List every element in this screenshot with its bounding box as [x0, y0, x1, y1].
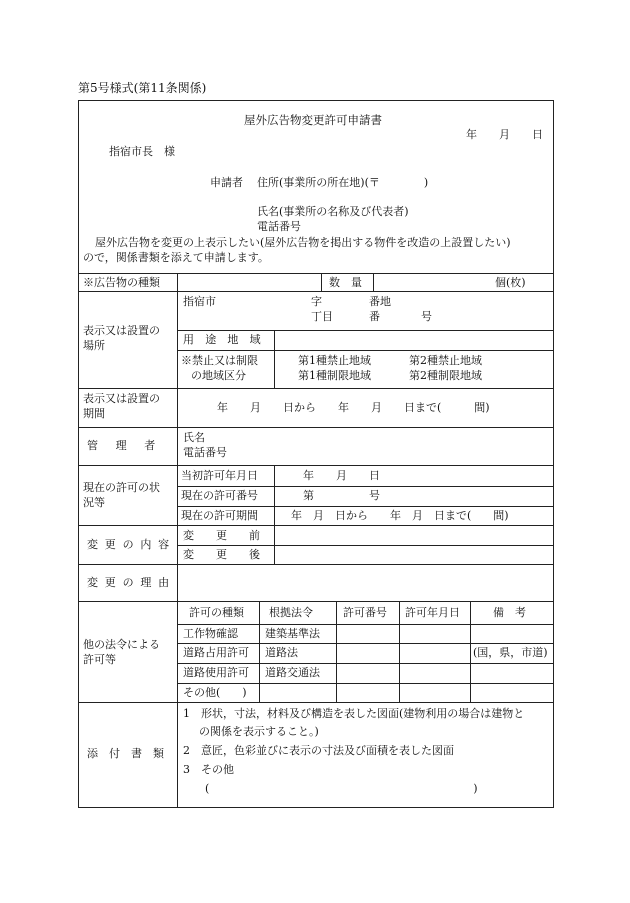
zone-prohibit-1: 第1種禁止地域: [298, 354, 371, 367]
quantity-label: 数 量: [329, 276, 362, 289]
period-label-1: 表示又は設置の: [83, 392, 160, 405]
current-permit-period-value: 年 月 日から 年 月 日まで( 間): [291, 509, 509, 522]
attachments-label: 添 付 書 類: [87, 747, 164, 760]
form-title: 屋外広告物変更許可申請書: [244, 113, 382, 127]
body-text-line1: 屋外広告物を変更の上表示したい(屋外広告物を掲出する物件を改造の上設置したい): [95, 236, 511, 249]
addressee: 指宿市長 様: [109, 145, 175, 158]
other-laws-cell: (国，県，市道): [473, 646, 548, 659]
ad-type-label: ※広告物の種類: [83, 276, 160, 289]
current-permit-label-1: 現在の許可の状: [83, 481, 160, 494]
restrict-label-2: の地域区分: [191, 369, 246, 382]
attachment-item-2: 2 意匠，色彩並びに表示の寸法及び面積を表した図面: [183, 744, 454, 757]
location-ban: 番: [369, 310, 380, 323]
period-label-2: 期間: [83, 407, 105, 420]
applicant-name: 氏名(事業所の名称及び代表者): [257, 205, 409, 218]
other-laws-cell: その他( ): [183, 686, 247, 699]
zone-restrict-1: 第1種制限地域: [298, 369, 371, 382]
zone-restrict-2: 第2種制限地域: [409, 369, 482, 382]
manager-label: 管 理 者: [87, 439, 159, 452]
other-laws-label-1: 他の法令による: [83, 638, 160, 651]
other-laws-label-2: 許可等: [83, 653, 116, 666]
change-after-label: 変 更 後: [183, 548, 260, 561]
initial-permit-date-value: 年 月 日: [303, 469, 380, 482]
attachment-item-1a: 1 形状，寸法，材料及び構造を表した図面(建物利用の場合は建物と: [183, 707, 525, 720]
change-content-label: 変 更 の 内 容: [87, 538, 171, 551]
manager-name: 氏名: [183, 431, 205, 444]
date-line: 年 月 日: [466, 128, 543, 141]
location-city: 指宿市: [183, 295, 216, 308]
location-chome: 丁目: [311, 310, 333, 323]
attachment-item-3: 3 その他: [183, 763, 234, 776]
use-zone-label: 用 途 地 域: [183, 333, 265, 346]
applicant-address: 住所(事業所の所在地)(〒 ): [257, 176, 429, 189]
manager-phone: 電話番号: [183, 446, 227, 459]
period-value: 年 月 日から 年 月 日まで( 間): [217, 401, 490, 414]
other-laws-header: 許可の種類: [189, 606, 244, 619]
application-form: [78, 100, 554, 808]
change-before-label: 変 更 前: [183, 529, 260, 542]
current-permit-number-value: 第 号: [303, 489, 380, 502]
current-permit-number-label: 現在の許可番号: [181, 489, 258, 502]
body-text-line2: ので，関係書類を添えて申請します。: [83, 251, 269, 264]
other-laws-cell: 道路法: [265, 646, 298, 659]
other-laws-header: 備 考: [493, 606, 526, 619]
applicant-label: 申請者: [210, 176, 243, 189]
location-label-2: 場所: [83, 339, 105, 352]
other-laws-header: 許可年月日: [405, 606, 460, 619]
other-laws-cell: 道路占用許可: [183, 646, 249, 659]
other-laws-cell: 道路交通法: [265, 666, 320, 679]
other-laws-cell: 建築基準法: [265, 627, 320, 640]
applicant-phone: 電話番号: [257, 220, 301, 233]
other-laws-cell: 道路使用許可: [183, 666, 249, 679]
other-laws-header: 許可番号: [343, 606, 387, 619]
other-laws-cell: 工作物確認: [183, 627, 238, 640]
attachment-item-3-blank: ( ): [205, 782, 478, 795]
quantity-unit: 個(枚): [495, 276, 526, 289]
other-laws-header: 根拠法令: [269, 606, 313, 619]
zone-prohibit-2: 第2種禁止地域: [409, 354, 482, 367]
location-go: 号: [421, 310, 432, 323]
restrict-label-1: ※禁止又は制限: [181, 354, 258, 367]
location-aza: 字: [311, 295, 322, 308]
attachment-item-1b: の関係を表示すること。): [199, 725, 319, 738]
location-label-1: 表示又は設置の: [83, 324, 160, 337]
current-permit-period-label: 現在の許可期間: [181, 509, 258, 522]
form-number: 第5号様式(第11条関係): [78, 81, 207, 95]
location-banchi: 番地: [369, 295, 391, 308]
change-reason-label: 変 更 の 理 由: [87, 576, 171, 589]
current-permit-label-2: 況等: [83, 496, 105, 509]
initial-permit-date-label: 当初許可年月日: [181, 469, 258, 482]
